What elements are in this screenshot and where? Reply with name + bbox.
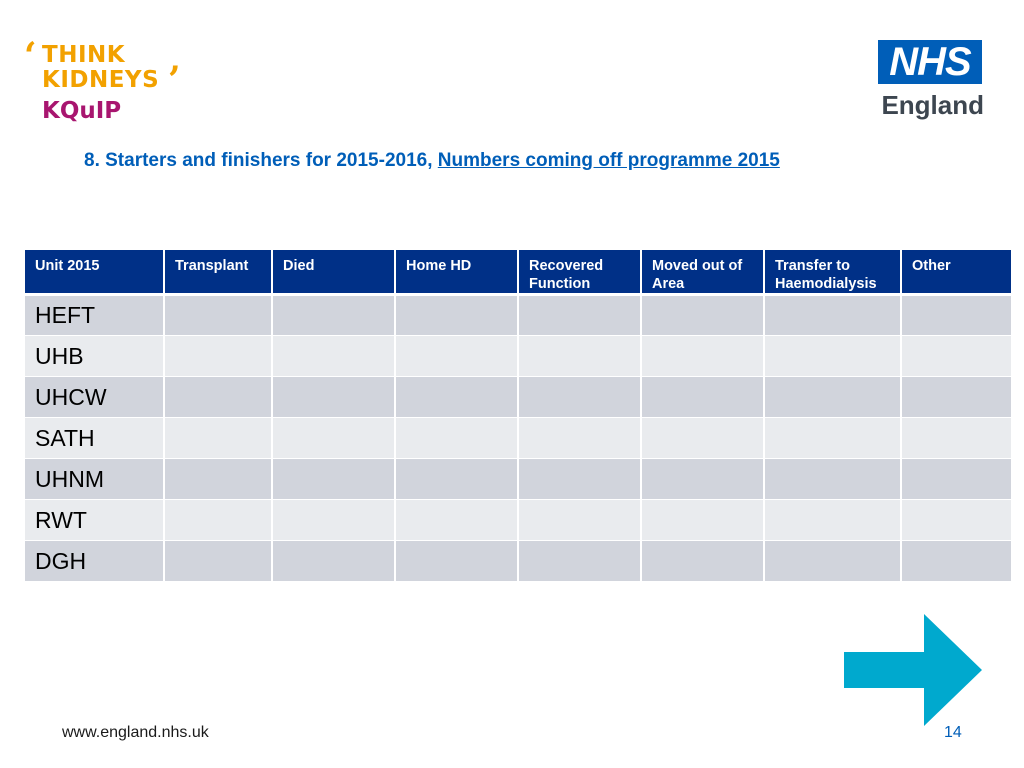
unit-cell: UHNM (25, 459, 164, 500)
right-arrow-icon[interactable] (842, 614, 984, 726)
table-cell (901, 459, 1011, 500)
slide-heading (84, 150, 780, 172)
table-cell (518, 459, 641, 500)
column-header: Moved out of Area (641, 250, 764, 295)
unit-cell: HEFT (25, 295, 164, 336)
column-header: Recovered Function (518, 250, 641, 295)
nhs-england-logo (876, 40, 984, 124)
unit-cell: UHB (25, 336, 164, 377)
heading-link[interactable]: Numbers coming off programme 2015 (437, 150, 780, 171)
table-cell (641, 377, 764, 418)
table-row (25, 459, 1011, 500)
table-cell (164, 418, 272, 459)
nhs-mark: NHS (878, 40, 982, 84)
column-header: Home HD (395, 250, 518, 295)
table-cell (518, 336, 641, 377)
table-row (25, 336, 1011, 377)
quote-close-icon: ’ (168, 59, 181, 101)
table-cell (764, 541, 901, 582)
table-cell (164, 500, 272, 541)
column-header: Transplant (164, 250, 272, 295)
table-cell (272, 377, 395, 418)
table-cell (164, 459, 272, 500)
table-cell (641, 459, 764, 500)
table-cell (901, 541, 1011, 582)
column-header: Transfer to Haemodialysis (764, 250, 901, 295)
table-cell (395, 418, 518, 459)
unit-cell: SATH (25, 418, 164, 459)
table-cell (764, 418, 901, 459)
table-cell (272, 459, 395, 500)
table-cell (901, 500, 1011, 541)
starters-finishers-table (25, 250, 1011, 582)
logo-kidneys-text: KIDNEYS (42, 67, 160, 93)
table-cell (518, 295, 641, 336)
logo-think-text: THINK (42, 42, 126, 68)
table-cell (395, 295, 518, 336)
table-cell (272, 541, 395, 582)
table-row (25, 500, 1011, 541)
table-cell (395, 541, 518, 582)
table-cell (641, 541, 764, 582)
quote-open-icon: ‘ (24, 35, 37, 77)
think-kidneys-kquip-logo (24, 35, 194, 130)
column-header: Other (901, 250, 1011, 295)
table-cell (395, 500, 518, 541)
table-cell (641, 418, 764, 459)
table-cell (641, 500, 764, 541)
table-cell (395, 459, 518, 500)
page-number: 14 (944, 724, 962, 741)
table-row (25, 541, 1011, 582)
unit-cell: DGH (25, 541, 164, 582)
table-cell (272, 418, 395, 459)
table-cell (901, 336, 1011, 377)
nhs-region-label: England (881, 90, 984, 120)
table-cell (395, 377, 518, 418)
table-cell (164, 295, 272, 336)
table-cell (764, 336, 901, 377)
table-cell (901, 377, 1011, 418)
table-cell (518, 500, 641, 541)
table-cell (764, 500, 901, 541)
table-cell (518, 418, 641, 459)
column-header: Died (272, 250, 395, 295)
table-cell (164, 541, 272, 582)
table-cell (641, 295, 764, 336)
table-cell (518, 541, 641, 582)
unit-cell: RWT (25, 500, 164, 541)
table-cell (901, 418, 1011, 459)
table-cell (764, 377, 901, 418)
table-row (25, 377, 1011, 418)
table-cell (272, 336, 395, 377)
table-header-row (25, 250, 1011, 295)
table-cell (272, 500, 395, 541)
table-cell (764, 295, 901, 336)
heading-text: 8. Starters and finishers for 2015-2016, (84, 150, 438, 171)
footer-url[interactable]: www.england.nhs.uk (62, 724, 209, 741)
unit-cell: UHCW (25, 377, 164, 418)
table-cell (164, 336, 272, 377)
logo-kquip-text: KQuIP (42, 98, 122, 124)
table-cell (272, 295, 395, 336)
table-cell (164, 377, 272, 418)
column-header: Unit 2015 (25, 250, 164, 295)
table-cell (901, 295, 1011, 336)
table-cell (764, 459, 901, 500)
table-cell (395, 336, 518, 377)
table-cell (641, 336, 764, 377)
table-cell (518, 377, 641, 418)
table-row (25, 418, 1011, 459)
arrow-shape (844, 614, 982, 726)
table-row (25, 295, 1011, 336)
